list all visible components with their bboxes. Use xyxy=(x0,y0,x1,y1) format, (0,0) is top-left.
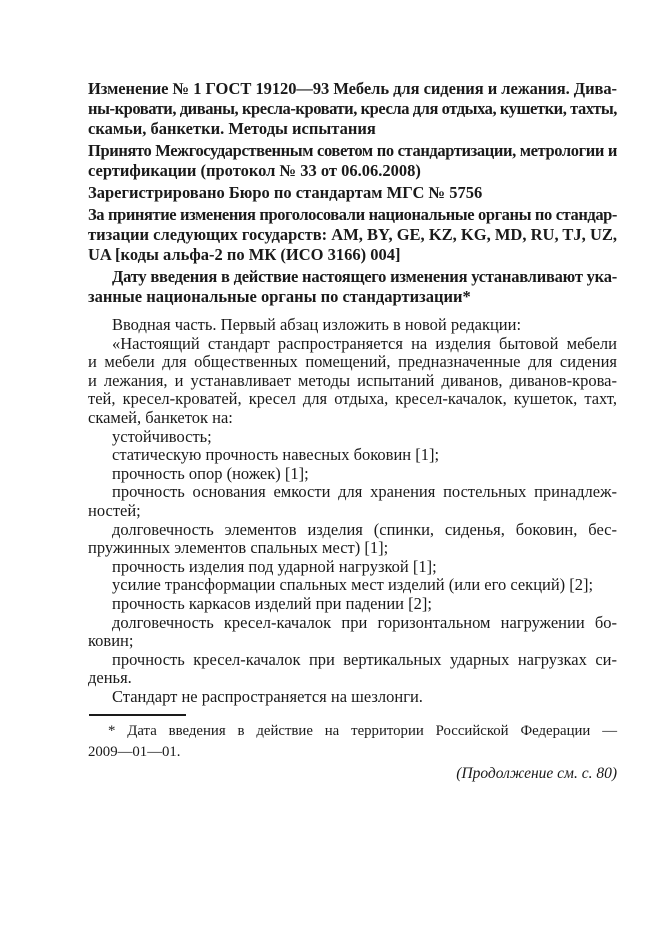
text-line: денья. xyxy=(88,668,132,688)
text-line: ны-кровати, диваны, кресла-кровати, кресла для отдыха, кушетки, тахты, xyxy=(88,99,617,118)
body-list-item xyxy=(88,558,617,577)
text-line: усилие трансформации спальных мест изделий (или его секций) [2]; xyxy=(112,575,594,595)
text-line: * Дата введения в действие на территории Российской Федерации — xyxy=(108,723,617,740)
body-list-item xyxy=(88,465,617,484)
text-line: и мебели для общественных помещений, предназначенные для сидения xyxy=(88,352,617,372)
text-line: долговечность элементов изделия (спинки, сиденья, боковин, бес- xyxy=(112,519,617,539)
text-line: прочность каркасов изделий при падении [2]; xyxy=(112,593,432,613)
footnote xyxy=(88,721,617,762)
text-line: и лежания, и устанавливает методы испытаний диванов, диванов-крова- xyxy=(88,370,617,390)
body-list-item xyxy=(88,428,617,447)
text-line: тей, кресел-кроватей, кресел для отдыха, кресел-качалок, кушеток, тахт, xyxy=(88,389,617,409)
text-line: Зарегистрировано Бюро по стандартам МГС № 5756 xyxy=(88,183,483,202)
text-line: Вводная часть. Первый абзац изложить в новой редакции: xyxy=(112,315,522,334)
body-paragraph-intro xyxy=(88,316,617,335)
body-list-item xyxy=(88,595,617,614)
body-list-item xyxy=(88,521,617,558)
text-line: ностей; xyxy=(88,500,141,520)
text-line: сертификации (протокол № 33 от 06.06.2008) xyxy=(88,161,421,180)
voting-paragraph xyxy=(88,205,617,265)
amendment-title xyxy=(88,79,617,139)
text-line: прочность изделия под ударной нагрузкой [1]; xyxy=(112,556,437,576)
text-line: «Настоящий стандарт распространяется на изделия бытовой мебели xyxy=(112,333,617,353)
body-list-item xyxy=(88,614,617,651)
text-line: За принятие изменения проголосовали национальные органы по стандар- xyxy=(88,205,617,224)
body-list-item xyxy=(88,651,617,688)
text-line: статическую прочность навесных боковин [1]; xyxy=(112,445,440,465)
continuation-note: (Продолжение см. с. 80) xyxy=(456,765,617,783)
body-paragraph-scope xyxy=(88,335,617,428)
text-column xyxy=(88,79,617,706)
footnote-rule xyxy=(89,714,186,716)
registration-paragraph xyxy=(88,183,617,203)
text-line: прочность опор (ножек) [1]; xyxy=(112,463,309,483)
text-line: долговечность кресел-качалок при горизонтальном нагружении бо- xyxy=(112,612,617,632)
adoption-paragraph xyxy=(88,141,617,181)
text-line: Принято Межгосударственным советом по стандартизации, метрологии и xyxy=(88,141,617,160)
body-list-item xyxy=(88,446,617,465)
text-line: занные национальные органы по стандартизации* xyxy=(88,287,471,306)
text-line: Дату введения в действие настоящего изменения устанавливают ука- xyxy=(112,267,617,286)
text-line: тизации следующих государств: AM, BY, GE, KZ, KG, MD, RU, TJ, UZ, xyxy=(88,225,617,244)
text-line: UA [коды альфа-2 по МК (ИСО 3166) 004] xyxy=(88,245,401,264)
body-list-item xyxy=(88,483,617,520)
text-line: Стандарт не распространяется на шезлонги. xyxy=(112,686,423,706)
text-line: устойчивость; xyxy=(112,426,212,446)
body-list-item xyxy=(88,576,617,595)
text-line: скамей, банкеток на: xyxy=(88,407,233,427)
body-paragraph-exclusion xyxy=(88,688,617,707)
text-line: скамьи, банкетки. Методы испытания xyxy=(88,119,376,138)
text-line: прочность кресел-качалок при вертикальных ударных нагрузках си- xyxy=(112,649,617,669)
text-line: 2009—01—01. xyxy=(88,743,181,760)
text-line: ковин; xyxy=(88,631,134,651)
text-line: Изменение № 1 ГОСТ 19120—93 Мебель для сидения и лежания. Дива- xyxy=(88,79,617,98)
text-line: пружинных элементов спальных мест) [1]; xyxy=(88,538,389,558)
effective-date-paragraph xyxy=(88,267,617,307)
text-line: прочность основания емкости для хранения постельных принадлеж- xyxy=(112,482,617,502)
